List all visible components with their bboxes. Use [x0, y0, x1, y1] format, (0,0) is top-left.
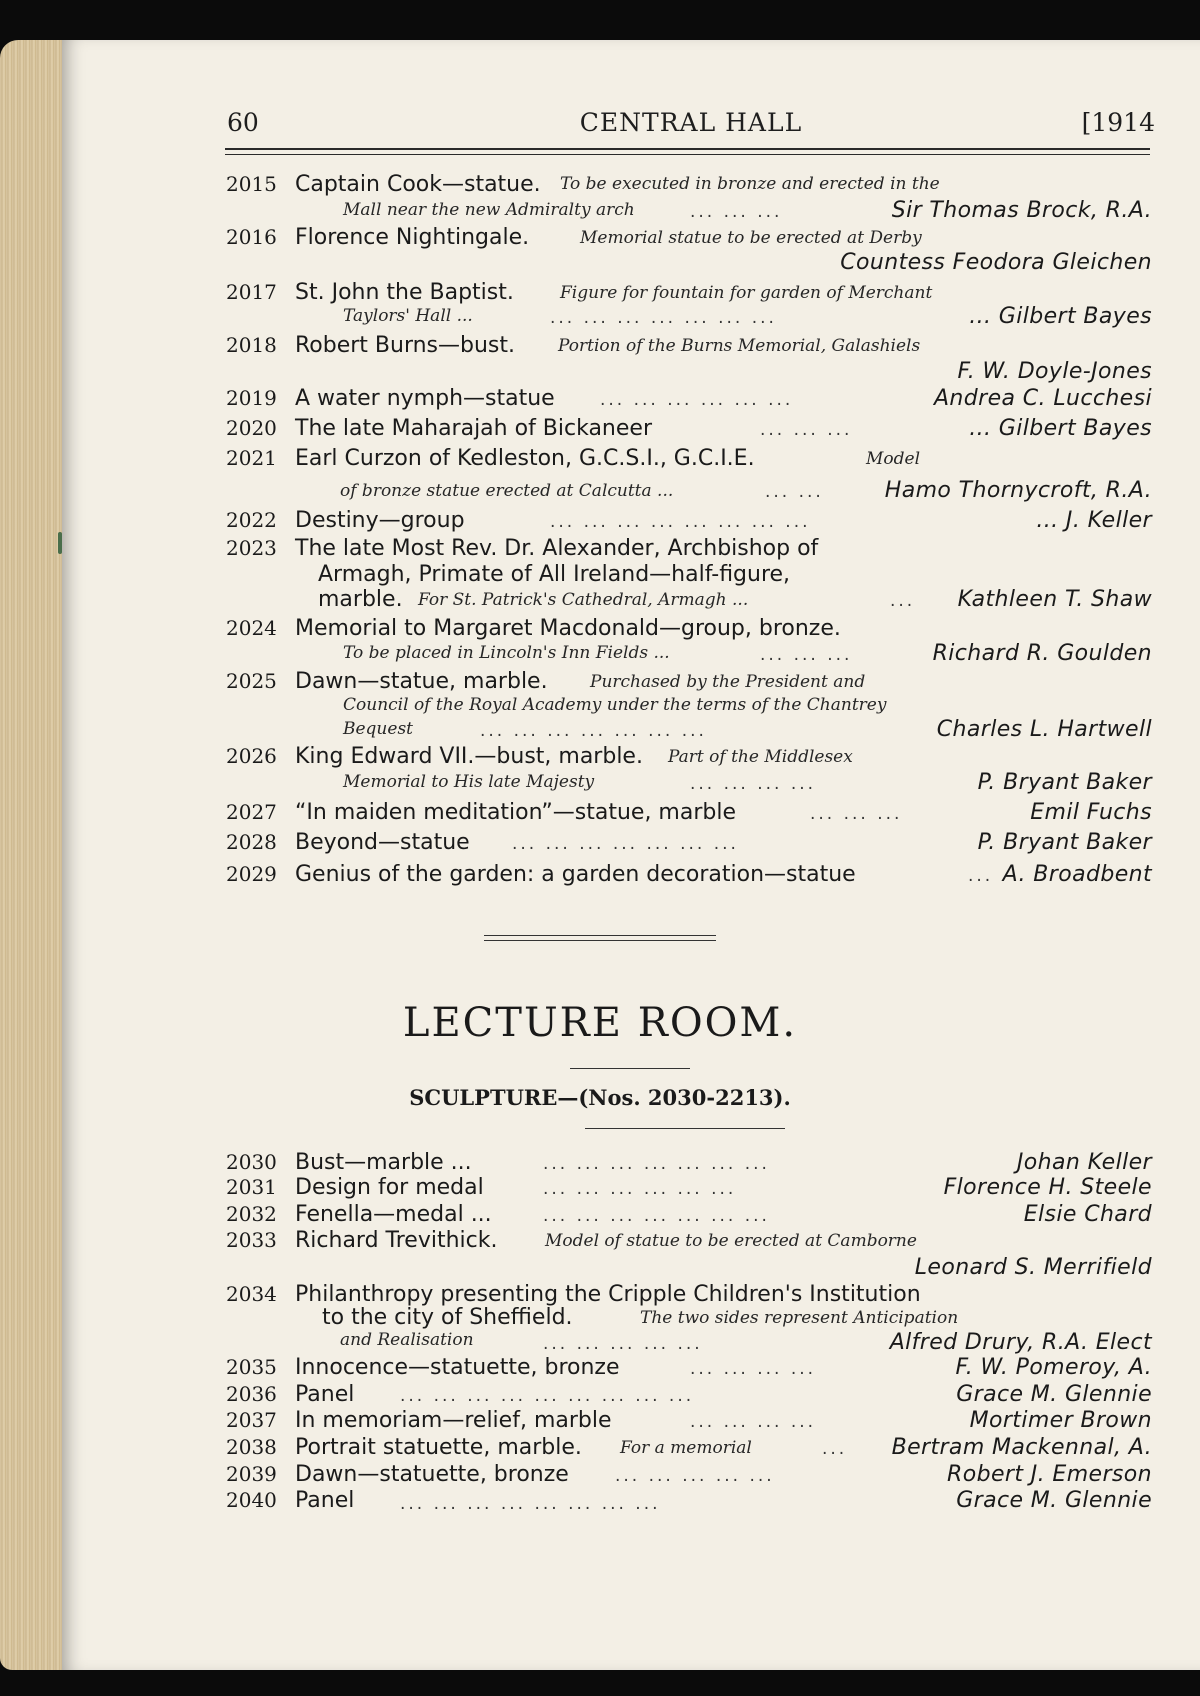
entry-artist: Richard R. Goulden	[932, 641, 1152, 666]
entry-note: To be executed in bronze and erected in the	[560, 174, 940, 194]
entry-number: 2026	[226, 744, 277, 768]
entry-artist: Robert J. Emerson	[947, 1462, 1152, 1487]
entry-title: The late Most Rev. Dr. Alexander, Archbishop of	[295, 536, 819, 561]
entry-title: Dawn—statuette, bronze	[295, 1462, 569, 1487]
entry-number: 2031	[226, 1175, 277, 1199]
entry-artist: P. Bryant Baker	[977, 830, 1152, 855]
entry-note: For St. Patrick's Cathedral, Armagh ...	[418, 590, 749, 610]
entry-number: 2023	[226, 536, 277, 560]
leader-dots: ... ...	[765, 482, 824, 502]
catalogue-entry-line	[0, 359, 1200, 389]
leader-dots: ... ... ... ... ...	[543, 1334, 703, 1354]
catalogue-entry	[0, 1435, 1200, 1465]
heading-rule	[570, 1068, 690, 1069]
entry-number: 2016	[226, 225, 277, 249]
catalogue-entry-line	[0, 717, 1200, 747]
entry-artist: Florence H. Steele	[943, 1175, 1152, 1200]
entry-number: 2037	[226, 1408, 277, 1432]
catalogue-entry	[0, 1355, 1200, 1385]
entry-note: For a memorial	[620, 1438, 752, 1458]
leader-dots: ... ... ...	[810, 804, 903, 824]
entry-number: 2038	[226, 1435, 277, 1459]
leader-dots: ... ... ... ... ... ... ...	[543, 1206, 770, 1226]
entry-artist: P. Bryant Baker	[977, 770, 1152, 795]
entry-title: Robert Burns—bust.	[295, 333, 516, 358]
entry-title: Genius of the garden: a garden decoration—statue	[295, 862, 856, 887]
entry-number: 2019	[226, 386, 277, 410]
page-number: 60	[227, 108, 259, 137]
entry-artist: Elsie Chard	[1023, 1202, 1152, 1227]
section-heading: LECTURE ROOM.	[402, 1000, 798, 1046]
entry-number: 2025	[226, 669, 277, 693]
leader-dots: ... ... ... ... ... ...	[600, 390, 794, 410]
entry-note: Portion of the Burns Memorial, Galashiels	[558, 336, 921, 356]
entry-number: 2034	[226, 1282, 277, 1306]
catalogue-entry	[0, 416, 1200, 446]
entry-note: Memorial statue to be erected at Derby	[580, 228, 922, 248]
page-year: [1914	[1081, 108, 1155, 137]
leader-dots: ...	[822, 1439, 848, 1459]
entry-artist: Hamo Thornycroft, R.A.	[884, 478, 1152, 503]
leader-dots: ... ... ...	[760, 645, 853, 665]
entry-number: 2017	[226, 280, 277, 304]
catalogue-entry-line	[0, 1255, 1200, 1285]
catalogue-entry-line	[0, 250, 1200, 280]
catalogue-entry	[0, 1175, 1200, 1205]
leader-dots: ...	[890, 591, 916, 611]
entry-artist: F. W. Pomeroy, A.	[955, 1355, 1152, 1380]
entry-artist: Andrea C. Lucchesi	[933, 386, 1152, 411]
entry-number: 2035	[226, 1355, 277, 1379]
entry-title: Fenella—medal ...	[295, 1202, 492, 1227]
leader-dots: ... ... ... ...	[690, 1412, 817, 1432]
section-subheading: SCULPTURE—(Nos. 2030-2213).	[409, 1085, 791, 1110]
catalogue-entry-line	[0, 198, 1200, 228]
entry-note: Purchased by the President and	[590, 672, 866, 692]
entry-title: Panel	[295, 1488, 355, 1513]
leader-dots: ... ... ... ...	[690, 1359, 817, 1379]
entry-number: 2039	[226, 1462, 277, 1486]
leader-dots: ... ... ... ... ... ... ... ... ...	[400, 1386, 695, 1406]
entry-artist: Johan Keller	[1016, 1150, 1152, 1175]
entry-title: Captain Cook—statue.	[295, 172, 541, 197]
entry-artist: Mortimer Brown	[969, 1408, 1152, 1433]
leader-dots: ... ... ... ... ... ... ...	[550, 308, 777, 328]
entry-note: Part of the Middlesex	[668, 747, 853, 767]
entry-note: Model of statue to be erected at Camborne	[545, 1231, 917, 1251]
entry-note: Model	[866, 449, 921, 469]
entry-title: Beyond—statue	[295, 830, 470, 855]
catalogue-entry-line	[0, 770, 1200, 800]
entry-artist: A. Broadbent	[1002, 862, 1152, 887]
catalogue-entry	[0, 1488, 1200, 1518]
entry-note: The two sides represent Anticipation	[640, 1308, 959, 1328]
entry-note: and Realisation	[340, 1330, 474, 1350]
entry-title: Destiny—group	[295, 508, 465, 533]
entry-number: 2032	[226, 1202, 277, 1226]
entry-number: 2022	[226, 508, 277, 532]
catalogue-entry-line	[0, 478, 1200, 508]
entry-artist: Sir Thomas Brock, R.A.	[891, 198, 1152, 223]
entry-artist: F. W. Doyle-Jones	[957, 359, 1152, 384]
entry-title: to the city of Sheffield.	[322, 1305, 573, 1330]
entry-number: 2027	[226, 800, 277, 824]
leader-dots: ... ... ... ... ... ... ... ...	[400, 1494, 661, 1514]
entry-number: 2040	[226, 1488, 277, 1512]
leader-dots: ... ... ... ... ... ...	[543, 1179, 737, 1199]
catalogue-entry-line	[0, 587, 1200, 617]
entry-number: 2020	[226, 416, 277, 440]
entry-note: Mall near the new Admiralty arch	[343, 200, 635, 220]
entry-note: To be placed in Lincoln's Inn Fields ...	[343, 643, 670, 663]
entry-number: 2015	[226, 172, 277, 196]
entry-title: Philanthropy presenting the Cripple Children's Institution	[295, 1282, 921, 1307]
leader-dots: ...	[968, 866, 994, 886]
entry-title: Florence Nightingale.	[295, 225, 530, 250]
leader-dots: ... ... ... ... ...	[615, 1466, 775, 1486]
entry-artist: Kathleen T. Shaw	[957, 587, 1152, 612]
entry-note: Bequest	[343, 719, 414, 739]
catalogue-entry	[0, 1408, 1200, 1438]
entry-title: A water nymph—statue	[295, 386, 555, 411]
entry-number: 2024	[226, 616, 277, 640]
entry-artist: Bertram Mackennal, A.	[891, 1435, 1152, 1460]
entry-title: Dawn—statue, marble.	[295, 669, 548, 694]
leader-dots: ... ... ... ... ... ... ...	[480, 721, 707, 741]
entry-title: Portrait statuette, marble.	[295, 1435, 582, 1460]
catalogue-entry	[0, 800, 1200, 830]
entry-number: 2029	[226, 862, 277, 886]
entry-note: of bronze statue erected at Calcutta ...	[340, 481, 674, 501]
entry-artist: ... Gilbert Bayes	[969, 416, 1152, 441]
catalogue-entry	[0, 862, 1200, 892]
subheading-rule	[585, 1128, 785, 1129]
section-divider	[484, 935, 716, 941]
entry-artist: Emil Fuchs	[1030, 800, 1152, 825]
entry-title: St. John the Baptist.	[295, 280, 514, 305]
entry-title: Richard Trevithick.	[295, 1228, 498, 1253]
entry-title: Panel	[295, 1382, 355, 1407]
entry-artist: Leonard S. Merrifield	[914, 1255, 1152, 1280]
entry-title: Earl Curzon of Kedleston, G.C.S.I., G.C.I.E.	[295, 446, 755, 471]
catalogue-entry	[0, 508, 1200, 538]
catalogue-entry	[0, 830, 1200, 860]
entry-artist: Alfred Drury, R.A. Elect	[889, 1330, 1152, 1355]
entry-artist: Grace M. Glennie	[956, 1382, 1152, 1407]
leader-dots: ... ... ... ... ... ... ...	[512, 834, 739, 854]
leader-dots: ... ... ... ...	[690, 774, 817, 794]
leader-dots: ... ... ...	[760, 420, 853, 440]
catalogue-entry-line	[0, 304, 1200, 334]
entry-number: 2021	[226, 446, 277, 470]
entry-artist: ... J. Keller	[1036, 508, 1152, 533]
entry-title: In memoriam—relief, marble	[295, 1408, 612, 1433]
leader-dots: ... ... ... ... ... ... ...	[543, 1154, 770, 1174]
entry-title: Armagh, Primate of All Ireland—half-figure,	[318, 562, 791, 587]
catalogue-entry	[0, 386, 1200, 416]
entry-artist: Countess Feodora Gleichen	[840, 250, 1152, 275]
entry-title: marble.	[318, 587, 403, 612]
entry-title: “In maiden meditation”—statue, marble	[295, 800, 736, 825]
entry-number: 2036	[226, 1382, 277, 1406]
entry-title: Design for medal	[295, 1175, 484, 1200]
running-head	[227, 108, 1155, 148]
entry-note: Taylors' Hall ...	[343, 306, 473, 326]
entry-title: King Edward VII.—bust, marble.	[295, 744, 643, 769]
entry-artist: ... Gilbert Bayes	[969, 304, 1152, 329]
catalogue-entry	[0, 1228, 1200, 1258]
entry-number: 2030	[226, 1150, 277, 1174]
entry-number: 2018	[226, 333, 277, 357]
leader-dots: ... ... ...	[690, 202, 783, 222]
entry-artist: Charles L. Hartwell	[936, 717, 1152, 742]
leader-dots: ... ... ... ... ... ... ... ...	[550, 512, 811, 532]
entry-number: 2028	[226, 830, 277, 854]
entry-title: Memorial to Margaret Macdonald—group, bronze.	[295, 616, 841, 641]
entry-artist: Grace M. Glennie	[956, 1488, 1152, 1513]
entry-title: The late Maharajah of Bickaneer	[295, 416, 652, 441]
header-rule	[225, 148, 1150, 155]
catalogue-entry	[0, 446, 1200, 476]
entry-note: Council of the Royal Academy under the terms of the Chantrey	[343, 695, 887, 715]
catalogue-entry-line	[0, 641, 1200, 671]
entry-note: Memorial to His late Majesty	[343, 772, 595, 792]
entry-number: 2033	[226, 1228, 277, 1252]
entry-title: Bust—marble ...	[295, 1150, 472, 1175]
entry-title: Innocence—statuette, bronze	[295, 1355, 620, 1380]
entry-note: Figure for fountain for garden of Merchant	[560, 283, 933, 303]
page-title: CENTRAL HALL	[579, 108, 803, 137]
